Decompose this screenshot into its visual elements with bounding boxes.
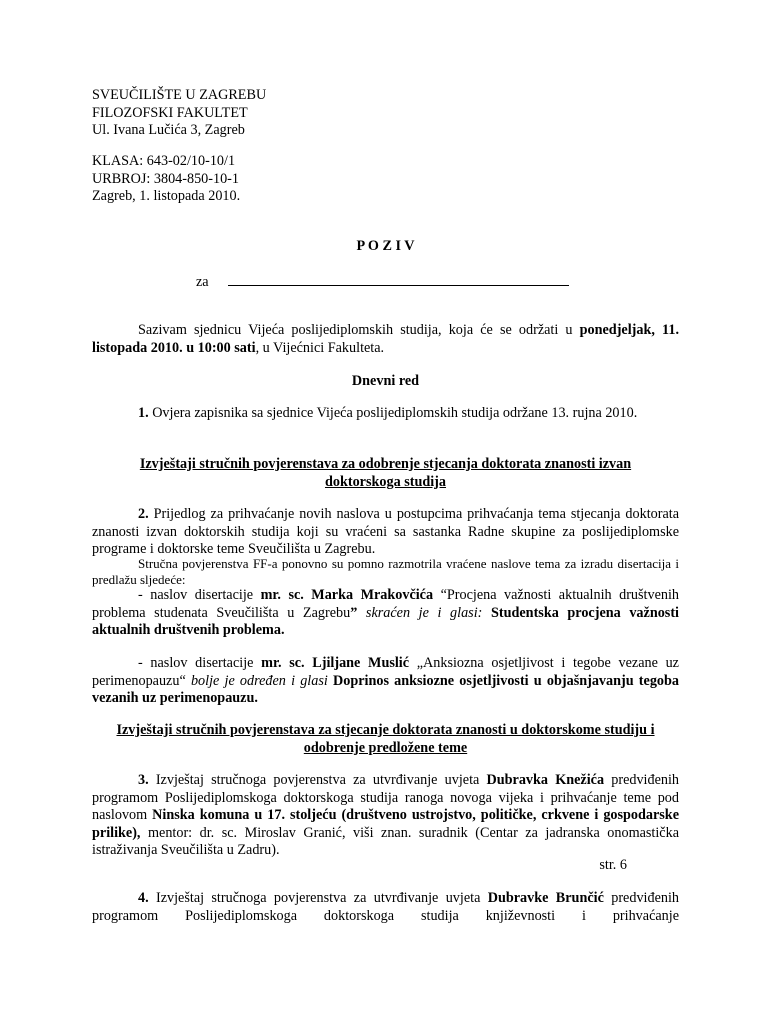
agenda-item-1 <box>92 405 679 423</box>
agenda-title: Dnevni red <box>351 373 420 389</box>
topic-title: Ninska komuna u 17. stoljeću (društveno ustrojstvo, političke, crkvene i gospodarske prilike), <box>92 807 679 841</box>
item-number: 4. <box>138 890 149 906</box>
prefix: - naslov disertacije <box>138 587 261 603</box>
reference-block <box>92 153 679 206</box>
item-text: Izvještaj stručnoga povjerenstva za utvrđivanje uvjeta <box>148 772 487 788</box>
page-reference: str. 6 <box>599 857 627 873</box>
za-label: za <box>196 274 209 290</box>
meeting-date: ponedjeljak, 11. listopada 2010. u 10:00 sati <box>92 322 679 356</box>
candidate-name: mr. sc. Marka Mrakovčića <box>260 587 434 603</box>
section-heading-2: Izvještaji stručnih povjerenstava za stjecanje doktorata znanosti u doktorskome studiju i odobrenje predložene teme <box>116 722 655 756</box>
new-title: Studentska procjena važnosti aktualnih društvenih problema. <box>92 604 679 638</box>
intro-text: Sazivam sjednicu Vijeća poslijediplomskih studija, koja će se održati u <box>138 322 580 338</box>
section-heading-1: Izvještaji stručnih povjerenstava za odobrenje stjecanja doktorata znanosti izvan doktorskoga studija <box>139 456 632 490</box>
agenda-item-4 <box>92 890 679 925</box>
item-text: Ovjera zapisnika sa sjednice Vijeća poslijediplomskih studija održane 13. rujna 2010. <box>148 405 638 421</box>
institution-name: SVEUČILIŠTE U ZAGREBU <box>92 87 267 103</box>
item-text-2: predviđenih programom Poslijediplomskoga doktorskoga studija ranoga novoga vijeka i prihvaćanje teme pod naslovom <box>92 772 680 823</box>
quote-mark: ” <box>350 604 358 621</box>
klasa: KLASA: 643-02/10-10/1 <box>92 153 236 169</box>
urbroj: URBROJ: 3804-850-10-1 <box>92 170 240 187</box>
mentor-info: mentor: dr. sc. Miroslav Granić, viši znan. suradnik (Centar za jadranska onomastička istraživanja Sveučilišta u Zadru). <box>92 824 679 858</box>
institution-header <box>92 87 679 140</box>
prefix: - naslov disertacije <box>138 655 262 671</box>
old-title: “Procjena važnosti aktualnih društvenih problema studenata Sveučilišta u Zagrebu <box>92 587 679 621</box>
agenda-item-2 <box>92 506 679 559</box>
intro-paragraph <box>92 322 679 357</box>
change-note: skraćen je i glasi: <box>357 604 491 621</box>
za-line <box>92 271 679 292</box>
candidate-name: Dubravke Brunčić <box>487 890 604 906</box>
candidate-name: mr. sc. Ljiljane Muslić <box>261 655 410 671</box>
old-title: „Anksiozna osjetljivost i tegobe vezane uz perimenopauzu“ <box>92 655 679 689</box>
document-title: P O Z I V <box>356 238 415 254</box>
blank-line <box>228 271 569 286</box>
place-date: Zagreb, 1. listopada 2010. <box>92 188 241 204</box>
faculty-name: FILOZOFSKI FAKULTET <box>92 104 248 121</box>
item-number: 3. <box>138 772 149 788</box>
item-2-title-b <box>92 655 679 708</box>
item-text-2: predviđenih programom Poslijediplomskoga doktorskoga studija književnosti i prihvaćanje <box>92 890 679 924</box>
address: Ul. Ivana Lučića 3, Zagreb <box>92 122 245 138</box>
item-text: Izvještaj stručnoga povjerenstva za utvrđivanje uvjeta <box>148 890 488 906</box>
candidate-name: Dubravka Knežića <box>486 772 605 788</box>
item-number: 1. <box>138 405 149 421</box>
change-note: bolje je određen i glasi <box>185 672 333 689</box>
item-number: 2. <box>138 506 149 522</box>
agenda-item-3 <box>92 772 679 860</box>
intro-location: , u Vijećnici Fakulteta. <box>255 339 385 356</box>
item-2-title-a <box>92 587 679 640</box>
item-text: Prijedlog za prihvaćanje novih naslova u postupcima prihvaćanja tema stjecanja doktorata znanosti izvan doktorskih studija koji su vraćeni sa sastanka Radne skupine za poslijediplomske programe i doktorske teme Sveučilišta u Zagrebu. <box>92 506 679 557</box>
item-2-note: Stručna povjerenstva FF-a ponovno su pomno razmotrila vraćene naslove tema za izradu disertacija i predlažu sljedeće: <box>92 556 679 587</box>
new-title: Doprinos anksiozne osjetljivosti u objašnjavanju tegoba vezanih uz perimenopauzu. <box>92 672 679 706</box>
